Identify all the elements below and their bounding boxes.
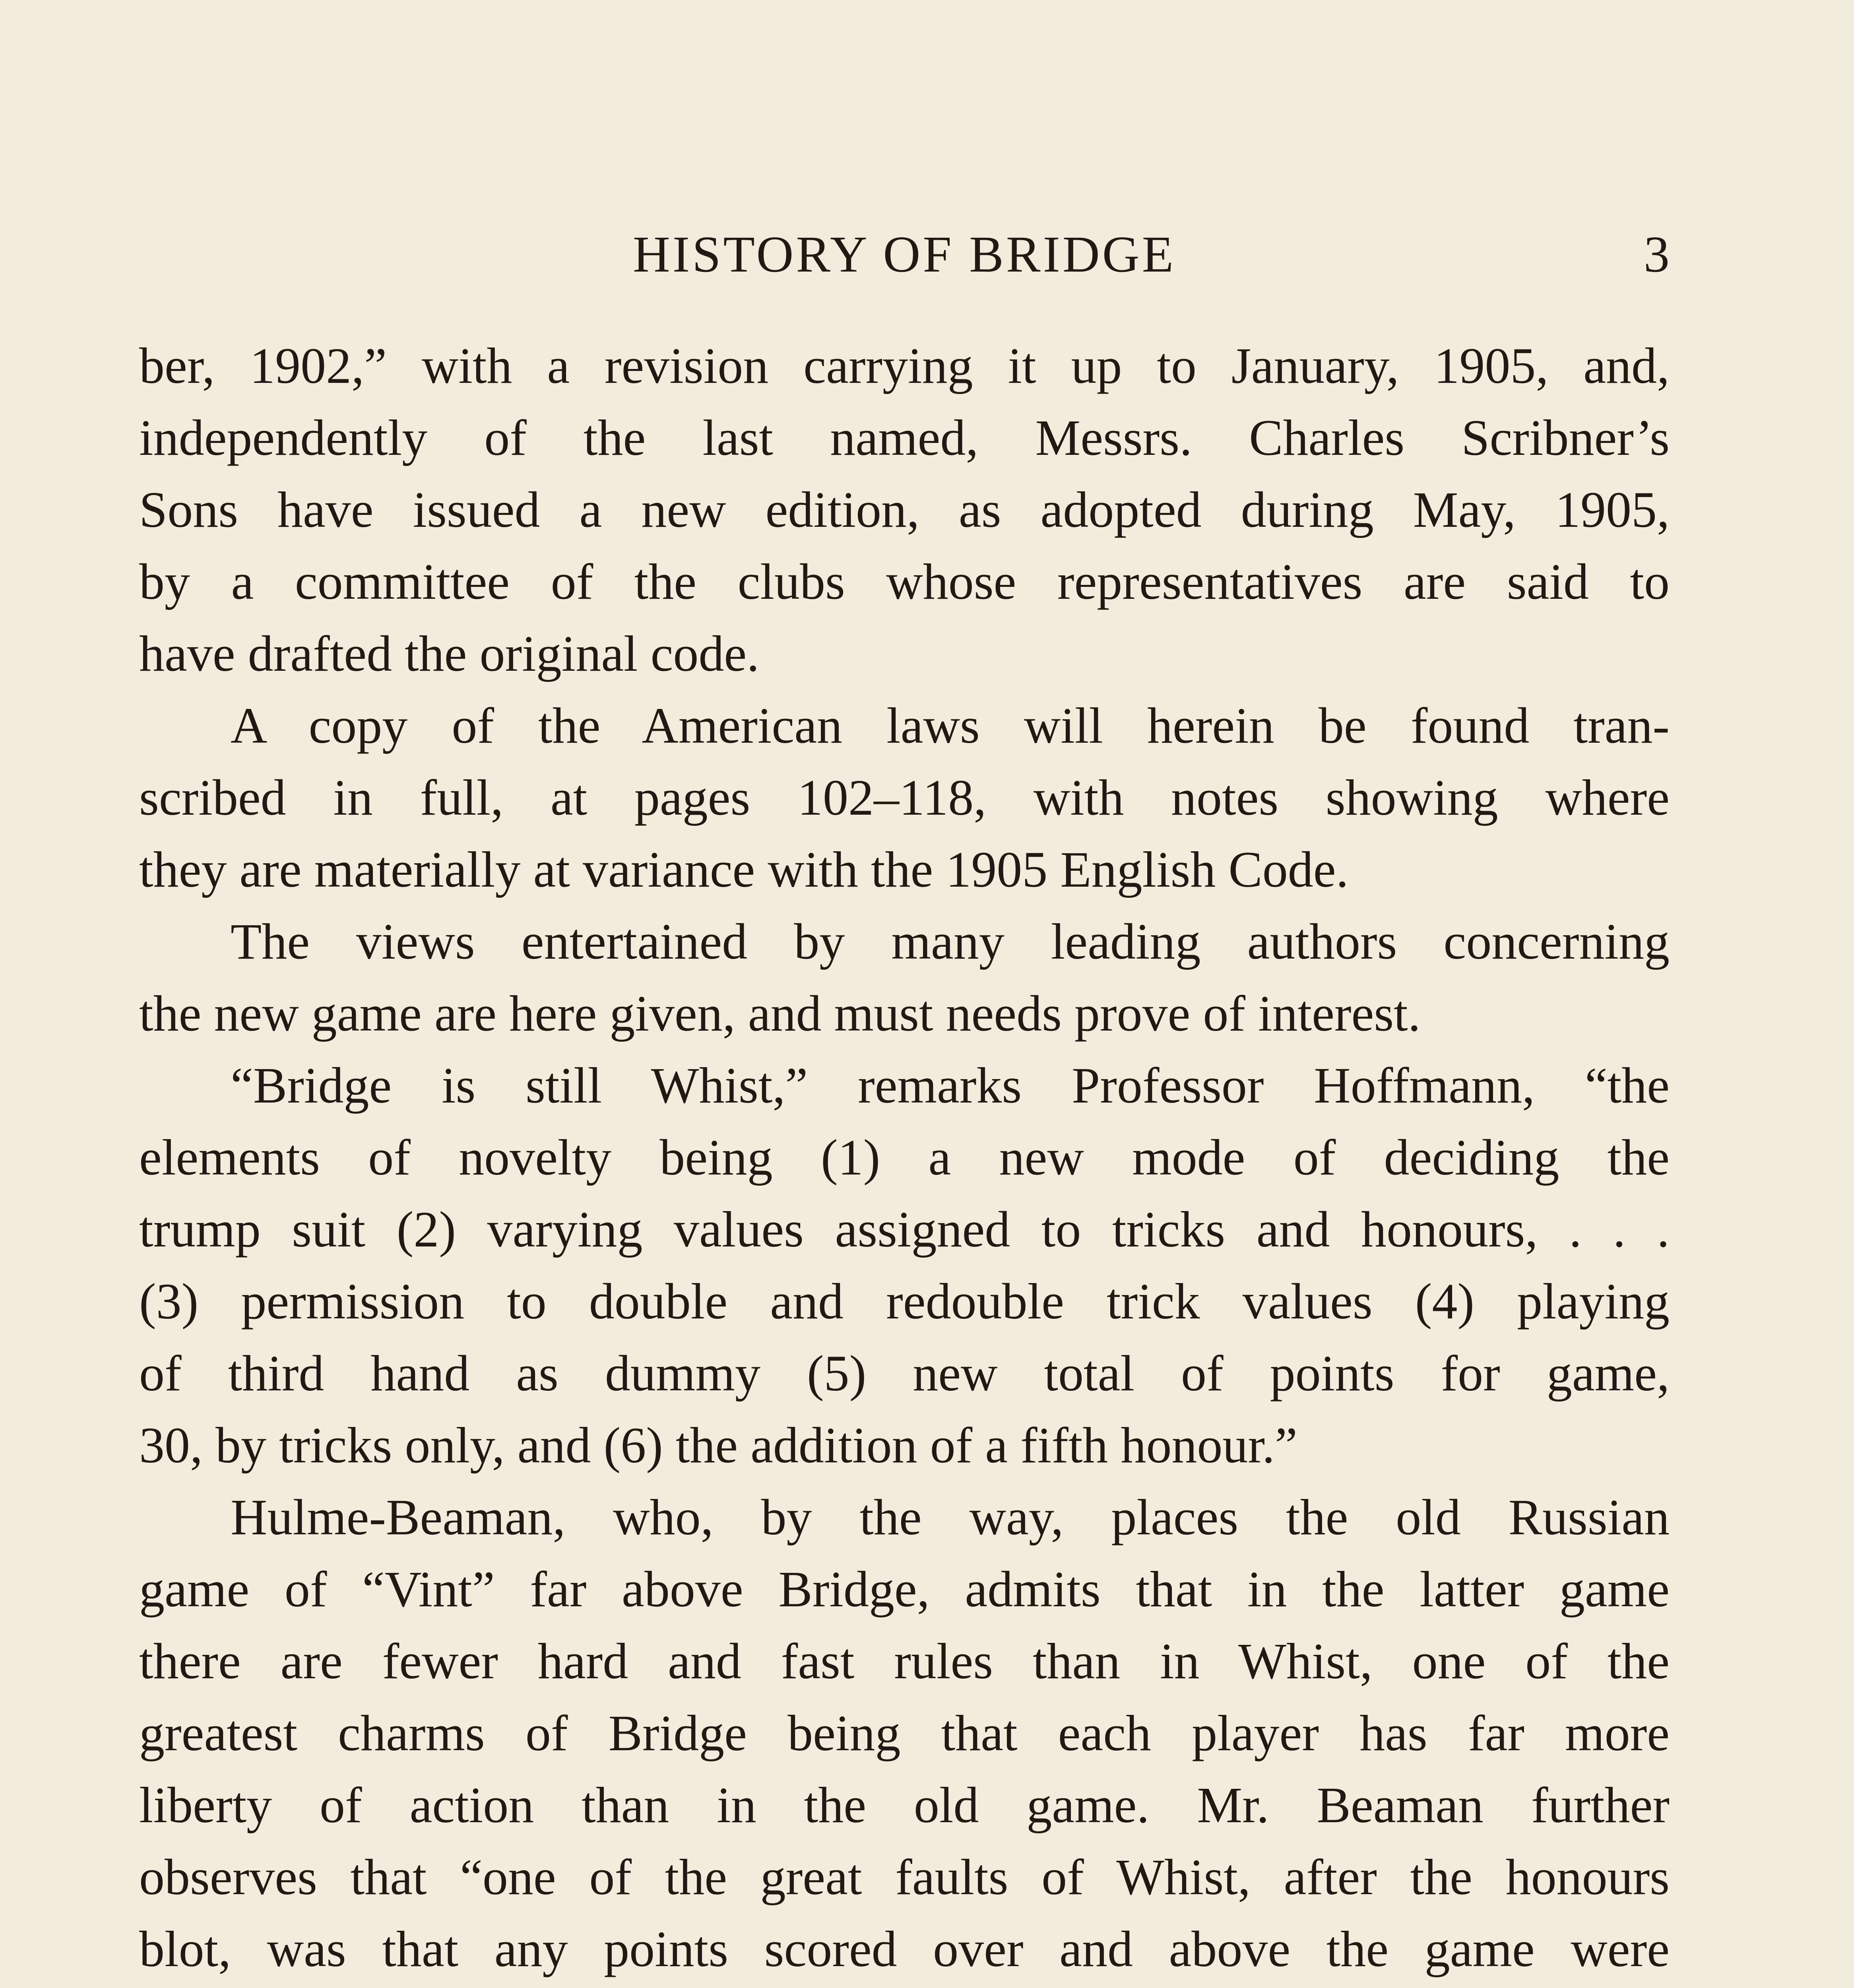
text-line: Hulme-Beaman, who, by the way, places the old Russian <box>231 1489 1670 1545</box>
text-line: independently of the last named, Messrs. Charles Scribner’s <box>139 410 1670 466</box>
text-line: 30, by tricks only, and (6) the addition of a fifth honour.” <box>139 1417 1297 1474</box>
text-line <box>139 1985 1670 1988</box>
text-line: observes that “one of the great faults of Whist, after the honours <box>139 1849 1670 1905</box>
text-line: they are materially at variance with the 1905 English Code. <box>139 841 1349 898</box>
text-line: A copy of the American laws will herein be found tran- <box>231 697 1670 754</box>
text-line: have drafted the original code. <box>139 625 760 682</box>
running-header <box>139 215 1670 294</box>
text-line: blot, was that any points scored over and above the game were <box>139 1921 1670 1977</box>
text-line: elements of novelty being (1) a new mode of deciding the <box>139 1129 1670 1186</box>
running-title: HISTORY OF BRIDGE <box>632 226 1176 283</box>
text-line: ber, 1902,” with a revision carrying it up to January, 1905, and, <box>139 338 1670 394</box>
page-number: 3 <box>1644 226 1670 283</box>
text-line: scribed in full, at pages 102–118, with notes showing where <box>139 769 1670 826</box>
text-line: the new game are here given, and must needs prove of interest. <box>139 985 1421 1042</box>
text-line: The views entertained by many leading authors concerning <box>231 913 1670 970</box>
body-text <box>139 330 1670 1988</box>
text-line: Sons have issued a new edition, as adopted during May, 1905, <box>139 481 1670 538</box>
text-line: (3) permission to double and redouble trick values (4) playing <box>139 1273 1670 1330</box>
text-line: liberty of action than in the old game. Mr. Beaman further <box>139 1777 1670 1833</box>
text-line: “Bridge is still Whist,” remarks Professor Hoffmann, “the <box>231 1057 1670 1114</box>
text-line: trump suit (2) varying values assigned to tricks and honours, . . . <box>139 1201 1670 1258</box>
text-line: there are fewer hard and fast rules than in Whist, one of the <box>139 1633 1670 1689</box>
text-line: game of “Vint” far above Bridge, admits that in the latter game <box>139 1561 1670 1617</box>
text-line: of third hand as dummy (5) new total of points for game, <box>139 1345 1670 1402</box>
text-line: greatest charms of Bridge being that each player has far more <box>139 1705 1670 1761</box>
text-line: by a committee of the clubs whose representatives are said to <box>139 553 1670 610</box>
